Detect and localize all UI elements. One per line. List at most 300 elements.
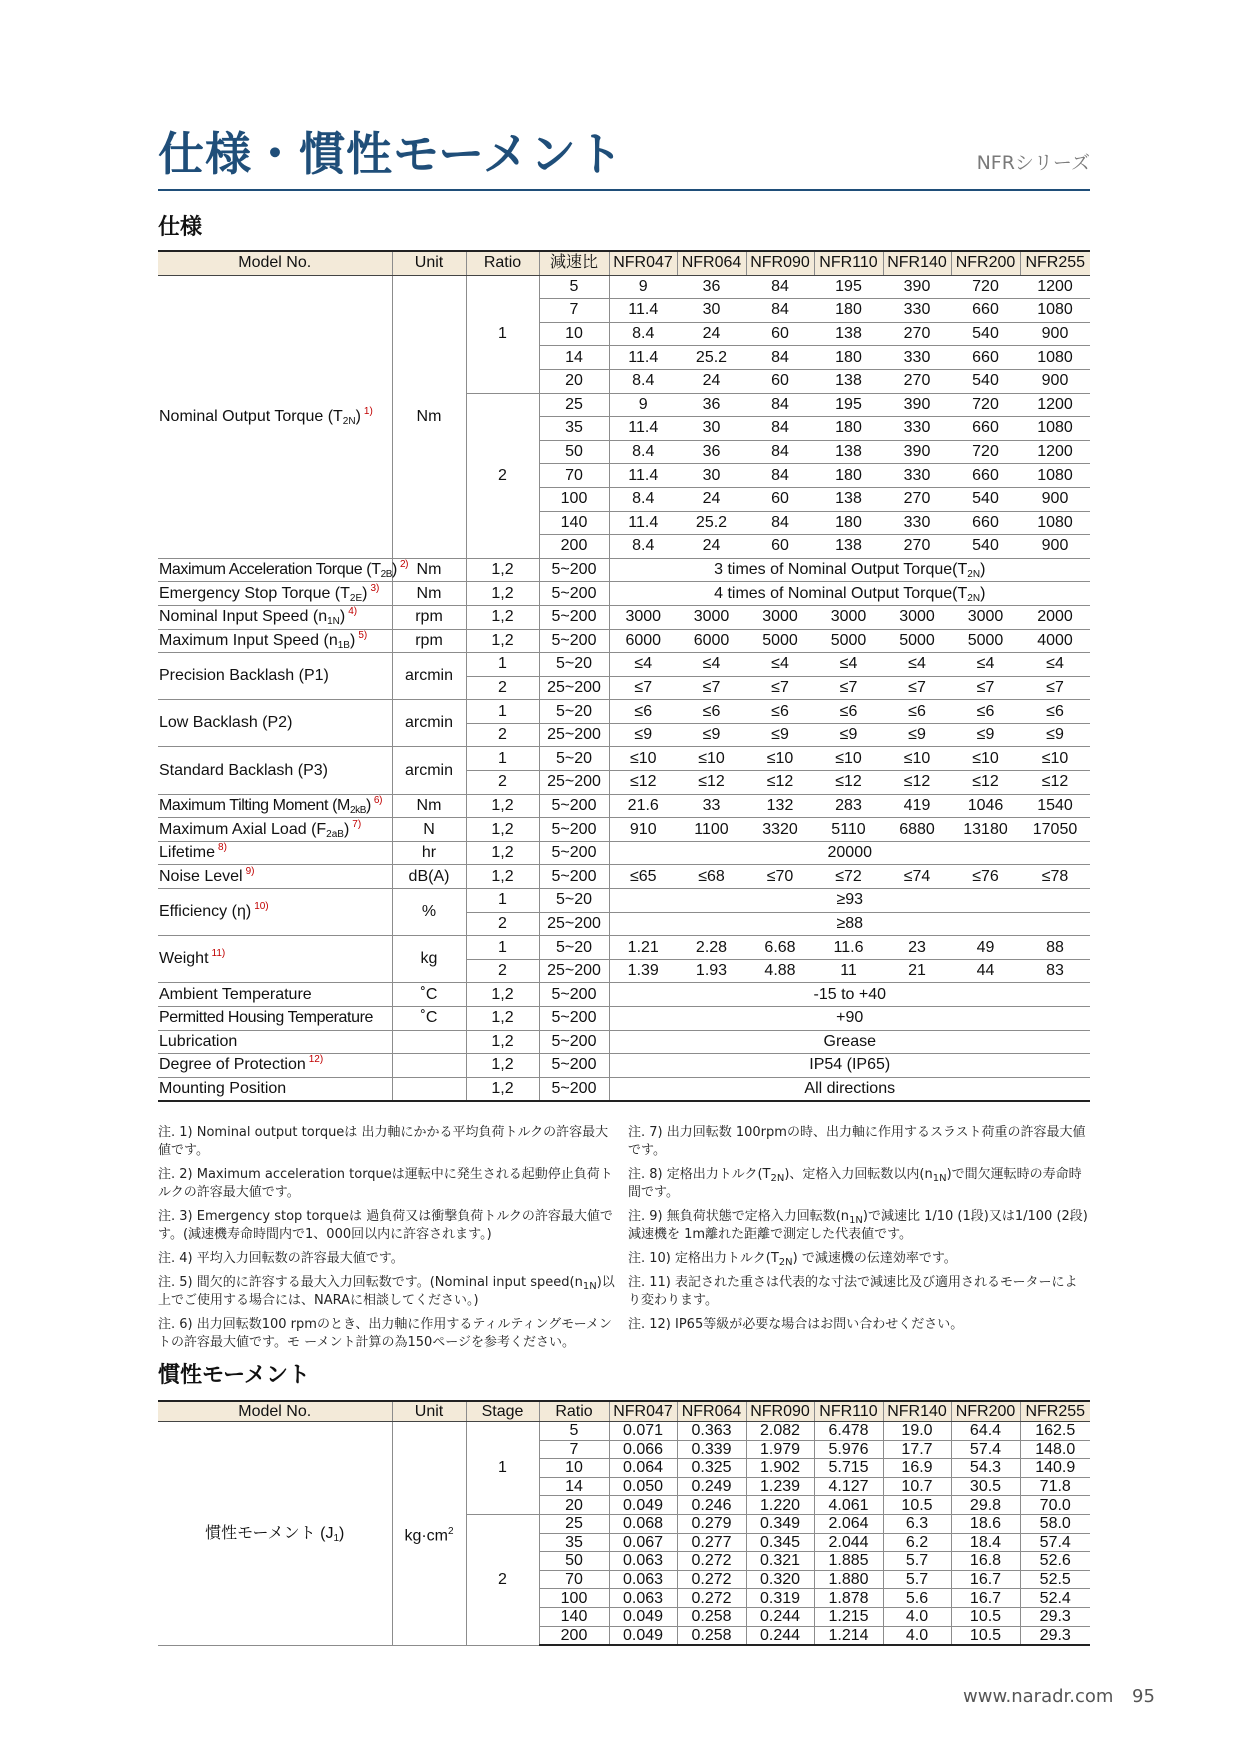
value-cell: 1.878 xyxy=(814,1589,883,1608)
value-cell: ≤10 xyxy=(609,747,677,771)
value-cell: 11 xyxy=(814,959,883,983)
column-header: NFR255 xyxy=(1020,251,1090,275)
stage-cell: 2 xyxy=(466,959,539,983)
value-cell: 11.4 xyxy=(609,511,677,535)
value-cell: ≤7 xyxy=(951,676,1020,700)
value-cell: 910 xyxy=(609,818,677,842)
value-cell: ≤4 xyxy=(609,653,677,677)
subscript: 2N xyxy=(967,592,981,604)
span-value: -15 to +40 xyxy=(609,983,1090,1007)
value-cell: 270 xyxy=(883,322,951,346)
value-cell: ≤12 xyxy=(951,771,1020,795)
table-row xyxy=(158,653,1090,677)
note-ref: 1) xyxy=(363,405,373,417)
unit-cell: Nm xyxy=(392,794,466,818)
note-item: 注. 6) 出力回転数100 rpmのとき、出力軸に作用するティルティングモーメントの許容最大値です。モ ーメント計算の為150ページを参考ください。 xyxy=(158,1317,612,1350)
value-cell: 8.4 xyxy=(609,440,677,464)
value-cell: ≤12 xyxy=(677,771,746,795)
stage-cell: 1,2 xyxy=(466,629,539,653)
unit-cell: hr xyxy=(392,841,466,865)
ratio-cell: 14 xyxy=(539,1477,609,1496)
value-cell: 5.976 xyxy=(814,1440,883,1459)
value-cell: 0.246 xyxy=(677,1496,746,1515)
value-cell: 60 xyxy=(746,487,814,511)
value-cell: 17050 xyxy=(1020,818,1090,842)
column-header: NFR064 xyxy=(677,1401,746,1422)
row-label: Maximum Input Speed $(n_{1B})$ $^{5)}$ xyxy=(158,629,392,653)
value-cell: 180 xyxy=(814,511,883,535)
value-cell: 138 xyxy=(814,369,883,393)
value-cell: 84 xyxy=(746,464,814,488)
value-cell: 11.4 xyxy=(609,299,677,323)
table-row xyxy=(158,700,1090,724)
subscript: 1N xyxy=(327,616,340,628)
table-row xyxy=(158,1422,1090,1441)
note-item: 注. 7) 出力回転数 100rpmの時、出力軸に作用するスラスト荷重の許容最大値です。 xyxy=(628,1125,1086,1158)
unit-cell: dB(A) xyxy=(392,865,466,889)
value-cell: 720 xyxy=(951,440,1020,464)
value-cell: 6000 xyxy=(609,629,677,653)
value-cell: 140.9 xyxy=(1020,1459,1090,1478)
column-header: Model No. xyxy=(158,251,392,275)
value-cell: 84 xyxy=(746,275,814,299)
value-cell: 138 xyxy=(814,322,883,346)
value-cell: 0.325 xyxy=(677,1459,746,1478)
note-item: 注. 10) 定格出力トルク$(T_{2N})$ で減速機の伝達効率です。 xyxy=(628,1251,957,1268)
inertia-table xyxy=(158,1400,1090,1646)
row-label: Maximum Acceleration Torque $(T_{2B})$ $^{2)}$ xyxy=(159,559,409,581)
value-cell: ≤6 xyxy=(883,700,951,724)
value-cell: 84 xyxy=(746,417,814,441)
notes-right xyxy=(628,1124,1090,1340)
stage-cell: 2 xyxy=(466,393,539,558)
value-cell: 57.4 xyxy=(1020,1533,1090,1552)
table-row xyxy=(158,936,1090,960)
ratio-cell: 5~200 xyxy=(539,794,609,818)
note-item: 注. 5) 間欠的に許容する最大入力回転数です。(Nominal input $speed(n_{1N})$以上でご使用する場合には、NARAに相談してください。) xyxy=(158,1275,615,1308)
stage-cell: 1 xyxy=(466,747,539,771)
footer-url[interactable]: www.naradr.com xyxy=(963,1686,1114,1707)
value-cell: 180 xyxy=(814,346,883,370)
ratio-cell: 5~200 xyxy=(539,865,609,889)
column-header: NFR110 xyxy=(814,251,883,275)
stage-cell: 1,2 xyxy=(466,983,539,1007)
value-cell: ≤6 xyxy=(609,700,677,724)
value-cell: ≤9 xyxy=(1020,723,1090,747)
value-cell: 4.127 xyxy=(814,1477,883,1496)
value-cell: 660 xyxy=(951,511,1020,535)
value-cell: ≤10 xyxy=(814,747,883,771)
table-row xyxy=(158,605,1090,629)
stage-cell: 1,2 xyxy=(466,1077,539,1101)
value-cell: ≤12 xyxy=(609,771,677,795)
spec-table xyxy=(158,250,1090,1102)
ratio-cell: 20 xyxy=(539,1496,609,1515)
stage-cell: 1 xyxy=(466,275,539,393)
value-cell: 21 xyxy=(883,959,951,983)
stage-cell: 1 xyxy=(466,936,539,960)
ratio-cell: 10 xyxy=(539,322,609,346)
value-cell: 195 xyxy=(814,275,883,299)
value-cell: 1.902 xyxy=(746,1459,814,1478)
ratio-cell: 5~200 xyxy=(539,1054,609,1078)
ratio-cell: 50 xyxy=(539,1552,609,1571)
value-cell: 0.363 xyxy=(677,1422,746,1441)
note-item: 注. 4) 平均入力回転数の許容最大値です。 xyxy=(158,1251,404,1266)
value-cell: 84 xyxy=(746,299,814,323)
value-cell: ≤6 xyxy=(677,700,746,724)
column-header: NFR064 xyxy=(677,251,746,275)
row-label: Emergency Stop Torque $(T_{2E})$ $^{3)}$ xyxy=(158,582,392,606)
ratio-cell: 140 xyxy=(539,511,609,535)
value-cell: 1.21 xyxy=(609,936,677,960)
value-cell: 0.244 xyxy=(746,1626,814,1645)
stage-cell: 1,2 xyxy=(466,794,539,818)
value-cell: 2000 xyxy=(1020,605,1090,629)
subscript: 2N xyxy=(770,1173,785,1184)
value-cell: ≤7 xyxy=(677,676,746,700)
value-cell: 84 xyxy=(746,346,814,370)
value-cell: 8.4 xyxy=(609,535,677,559)
stage-cell: 2 xyxy=(466,771,539,795)
value-cell: 1.39 xyxy=(609,959,677,983)
value-cell: 60 xyxy=(746,535,814,559)
subscript: 2N xyxy=(967,569,981,581)
row-label: Maximum Axial Load $(F_{2aB})$ $^{7)}$ xyxy=(158,818,392,842)
value-cell: ≤4 xyxy=(1020,653,1090,677)
value-cell: 5.6 xyxy=(883,1589,951,1608)
value-cell: 24 xyxy=(677,535,746,559)
table-row xyxy=(158,1007,1090,1031)
value-cell: 0.063 xyxy=(609,1589,677,1608)
inertia-heading: 慣性モーメント xyxy=(158,1363,311,1388)
value-cell: 25.2 xyxy=(677,511,746,535)
value-cell: 49 xyxy=(951,936,1020,960)
value-cell: ≤4 xyxy=(814,653,883,677)
ratio-cell: 200 xyxy=(539,535,609,559)
value-cell: 0.349 xyxy=(746,1514,814,1533)
table-row xyxy=(158,1077,1090,1101)
ratio-cell: 5 xyxy=(539,275,609,299)
value-cell: 71.8 xyxy=(1020,1477,1090,1496)
ratio-cell: 7 xyxy=(539,1440,609,1459)
ratio-cell: 5~200 xyxy=(539,558,609,582)
value-cell: 3000 xyxy=(677,605,746,629)
notes-left xyxy=(158,1124,618,1358)
value-cell: 9 xyxy=(609,275,677,299)
ratio-cell: 10 xyxy=(539,1459,609,1478)
row-label: Weight $^{11)}$ xyxy=(158,936,392,983)
table-row xyxy=(158,865,1090,889)
value-cell: 0.272 xyxy=(677,1570,746,1589)
value-cell: 1.979 xyxy=(746,1440,814,1459)
ratio-cell: 25~200 xyxy=(539,959,609,983)
ratio-cell: 5~200 xyxy=(539,605,609,629)
row-label: Standard Backlash (P3) xyxy=(158,747,392,794)
value-cell: 540 xyxy=(951,369,1020,393)
value-cell: 0.049 xyxy=(609,1626,677,1645)
ratio-cell: 5~200 xyxy=(539,983,609,1007)
note-ref: 3) xyxy=(370,582,380,594)
value-cell: 1.220 xyxy=(746,1496,814,1515)
value-cell: 8.4 xyxy=(609,369,677,393)
value-cell: ≤9 xyxy=(951,723,1020,747)
value-cell: 16.8 xyxy=(951,1552,1020,1571)
ratio-cell: 5~200 xyxy=(539,629,609,653)
value-cell: 5000 xyxy=(814,629,883,653)
value-cell: 29.3 xyxy=(1020,1607,1090,1626)
value-cell: 3000 xyxy=(883,605,951,629)
column-header: Unit xyxy=(392,251,466,275)
value-cell: ≤9 xyxy=(677,723,746,747)
value-cell: 0.064 xyxy=(609,1459,677,1478)
row-label: Degree of Protection $^{12)}$ xyxy=(158,1054,392,1078)
value-cell: 419 xyxy=(883,794,951,818)
value-cell: 0.063 xyxy=(609,1552,677,1571)
value-cell: 4.0 xyxy=(883,1607,951,1626)
value-cell: 1.215 xyxy=(814,1607,883,1626)
table-row xyxy=(158,983,1090,1007)
table-row xyxy=(158,889,1090,913)
value-cell: 60 xyxy=(746,369,814,393)
value-cell: 24 xyxy=(677,369,746,393)
value-cell: 0.071 xyxy=(609,1422,677,1441)
value-cell: 180 xyxy=(814,464,883,488)
note-item: 注. 2) Maximum acceleration torqueは運転中に発生される起動停止負荷トルクの許容最大値です。 xyxy=(158,1167,613,1200)
subscript: 2N xyxy=(778,1257,793,1268)
value-cell: ≤9 xyxy=(814,723,883,747)
row-label: Noise Level $^{9)}$ xyxy=(158,865,392,889)
subscript: 1N xyxy=(932,1173,947,1184)
value-cell: ≤76 xyxy=(951,865,1020,889)
value-cell: 2.044 xyxy=(814,1533,883,1552)
value-cell: ≤4 xyxy=(951,653,1020,677)
value-cell: 1080 xyxy=(1020,346,1090,370)
value-cell: 16.9 xyxy=(883,1459,951,1478)
value-cell: ≤10 xyxy=(677,747,746,771)
value-cell: 16.7 xyxy=(951,1570,1020,1589)
stage-cell: 2 xyxy=(466,1514,539,1645)
span-value: 20000 xyxy=(609,841,1090,865)
value-cell: 330 xyxy=(883,511,951,535)
ratio-cell: 5~200 xyxy=(539,1030,609,1054)
column-header: NFR110 xyxy=(814,1401,883,1422)
value-cell: ≤9 xyxy=(746,723,814,747)
column-header: Ratio xyxy=(539,1401,609,1422)
value-cell: ≤78 xyxy=(1020,865,1090,889)
unit-cell: ˚C xyxy=(392,1007,466,1031)
unit-cell: N xyxy=(392,818,466,842)
value-cell: 5000 xyxy=(951,629,1020,653)
row-label: Efficiency (η) $^{10)}$ xyxy=(158,889,392,936)
stage-cell: 1,2 xyxy=(466,865,539,889)
span-value: Grease xyxy=(609,1030,1090,1054)
unit-cell: Nm xyxy=(392,558,466,582)
value-cell: 1.880 xyxy=(814,1570,883,1589)
value-cell: 195 xyxy=(814,393,883,417)
note-item: 注. 9) 無負荷状態で定格入力回転数$(n_{1N})$で減速比 1/10 (1段)又は1/100 (2段) 減速機を 1m離れた距離で測定した代表値です。 xyxy=(628,1209,1088,1242)
unit-cell: $kg\cdot cm^2$ xyxy=(392,1422,466,1646)
value-cell: 5000 xyxy=(883,629,951,653)
value-cell: 18.4 xyxy=(951,1533,1020,1552)
value-cell: 148.0 xyxy=(1020,1440,1090,1459)
span-value: 4 times of Nominal Output $Torque(T_{2N})$ xyxy=(609,582,1090,606)
ratio-cell: 25 xyxy=(539,393,609,417)
spec-heading: 仕様 xyxy=(158,215,203,240)
table-row xyxy=(158,1054,1090,1078)
value-cell: 29.3 xyxy=(1020,1626,1090,1645)
table-row xyxy=(158,747,1090,771)
value-cell: 660 xyxy=(951,464,1020,488)
row-label: 慣性モーメント $(J_1)$ xyxy=(158,1422,392,1646)
note-ref: 10) xyxy=(254,901,269,913)
value-cell: 10.7 xyxy=(883,1477,951,1496)
value-cell: ≤4 xyxy=(677,653,746,677)
value-cell: 2.064 xyxy=(814,1514,883,1533)
value-cell: ≤12 xyxy=(746,771,814,795)
note-item: 注. 11) 表記された重さは代表的な寸法で減速比及び適用されるモーターにより変わります。 xyxy=(628,1275,1078,1308)
value-cell: 270 xyxy=(883,535,951,559)
value-cell: 84 xyxy=(746,440,814,464)
value-cell: 8.4 xyxy=(609,322,677,346)
table-row xyxy=(158,841,1090,865)
stage-cell: 1,2 xyxy=(466,1007,539,1031)
stage-cell: 1,2 xyxy=(466,605,539,629)
ratio-cell: 5~200 xyxy=(539,1007,609,1031)
value-cell: 33 xyxy=(677,794,746,818)
column-header: Unit xyxy=(392,1401,466,1422)
value-cell: 6.3 xyxy=(883,1514,951,1533)
value-cell: ≤10 xyxy=(746,747,814,771)
value-cell: 1200 xyxy=(1020,393,1090,417)
value-cell: 0.258 xyxy=(677,1607,746,1626)
note-ref: 7) xyxy=(352,818,362,830)
value-cell: 84 xyxy=(746,511,814,535)
value-cell: 0.050 xyxy=(609,1477,677,1496)
value-cell: 162.5 xyxy=(1020,1422,1090,1441)
value-cell: ≤12 xyxy=(1020,771,1090,795)
value-cell: 0.066 xyxy=(609,1440,677,1459)
value-cell: 0.339 xyxy=(677,1440,746,1459)
column-header: Model No. xyxy=(158,1401,392,1422)
value-cell: 0.272 xyxy=(677,1552,746,1571)
ratio-cell: 35 xyxy=(539,417,609,441)
column-header: NFR090 xyxy=(746,251,814,275)
unit-cell: ˚C xyxy=(392,983,466,1007)
value-cell: 0.319 xyxy=(746,1589,814,1608)
value-cell: 64.4 xyxy=(951,1422,1020,1441)
value-cell: ≤68 xyxy=(677,865,746,889)
table-row xyxy=(158,818,1090,842)
value-cell: 1080 xyxy=(1020,464,1090,488)
table-row xyxy=(158,275,1090,299)
note-item: 注. 1) Nominal output torqueは 出力軸にかかる平均負荷トルクの許容最大値です。 xyxy=(158,1125,609,1158)
value-cell: 2.082 xyxy=(746,1422,814,1441)
value-cell: ≤6 xyxy=(746,700,814,724)
ratio-cell: 5~200 xyxy=(539,841,609,865)
row-label: Nominal Output Torque $(T_{2N})$ $^{1)}$ xyxy=(158,275,392,558)
stage-cell: 1 xyxy=(466,889,539,913)
value-cell: 6880 xyxy=(883,818,951,842)
subscript: 1N xyxy=(849,1215,863,1226)
unit-cell: % xyxy=(392,889,466,936)
subscript: 2E xyxy=(349,592,363,604)
value-cell: 1540 xyxy=(1020,794,1090,818)
column-header: NFR140 xyxy=(883,1401,951,1422)
subscript: 2aB xyxy=(326,828,344,840)
column-header: NFR090 xyxy=(746,1401,814,1422)
value-cell: 3320 xyxy=(746,818,814,842)
column-header: NFR047 xyxy=(609,251,677,275)
superscript: 2 xyxy=(448,1525,454,1537)
ratio-cell: 25~200 xyxy=(539,912,609,936)
column-header: NFR200 xyxy=(951,251,1020,275)
value-cell: 0.272 xyxy=(677,1589,746,1608)
value-cell: 30 xyxy=(677,299,746,323)
unit-cell xyxy=(392,1054,466,1078)
ratio-cell: 35 xyxy=(539,1533,609,1552)
value-cell: 17.7 xyxy=(883,1440,951,1459)
value-cell: 0.067 xyxy=(609,1533,677,1552)
value-cell: 9 xyxy=(609,393,677,417)
value-cell: 6.478 xyxy=(814,1422,883,1441)
table-row xyxy=(158,794,1090,818)
value-cell: 900 xyxy=(1020,535,1090,559)
value-cell: 57.4 xyxy=(951,1440,1020,1459)
ratio-cell: 5~200 xyxy=(539,1077,609,1101)
column-header: Ratio xyxy=(466,251,539,275)
value-cell: ≤74 xyxy=(883,865,951,889)
value-cell: 540 xyxy=(951,535,1020,559)
value-cell: 6.68 xyxy=(746,936,814,960)
column-header: NFR047 xyxy=(609,1401,677,1422)
value-cell: 83 xyxy=(1020,959,1090,983)
stage-cell: 1,2 xyxy=(466,841,539,865)
value-cell: 1200 xyxy=(1020,440,1090,464)
column-header: NFR255 xyxy=(1020,1401,1090,1422)
value-cell: 11.4 xyxy=(609,346,677,370)
note-ref: 9) xyxy=(245,865,255,877)
value-cell: 52.5 xyxy=(1020,1570,1090,1589)
stage-cell: 1 xyxy=(466,700,539,724)
value-cell: 1100 xyxy=(677,818,746,842)
value-cell: 1.885 xyxy=(814,1552,883,1571)
value-cell: 1080 xyxy=(1020,299,1090,323)
table-row xyxy=(158,1030,1090,1054)
value-cell: 1.214 xyxy=(814,1626,883,1645)
note-ref: 5) xyxy=(358,629,368,641)
value-cell: 330 xyxy=(883,299,951,323)
span-value: All directions xyxy=(609,1077,1090,1101)
value-cell: 0.063 xyxy=(609,1570,677,1589)
stage-cell: 1 xyxy=(466,653,539,677)
value-cell: ≤10 xyxy=(883,747,951,771)
unit-cell: arcmin xyxy=(392,747,466,794)
note-ref: 12) xyxy=(308,1054,324,1066)
unit-cell: Nm xyxy=(392,582,466,606)
value-cell: ≤9 xyxy=(883,723,951,747)
value-cell: 5110 xyxy=(814,818,883,842)
span-value: IP54 (IP65) xyxy=(609,1054,1090,1078)
unit-cell: Nm xyxy=(392,275,466,558)
ratio-cell: 14 xyxy=(539,346,609,370)
row-label: Maximum Tilting Moment $(M_{2kB})$ $^{6)}$ xyxy=(158,794,392,818)
value-cell: 660 xyxy=(951,417,1020,441)
ratio-cell: 5~200 xyxy=(539,582,609,606)
column-header: 減速比 xyxy=(539,251,609,275)
column-header: NFR200 xyxy=(951,1401,1020,1422)
value-cell: 24 xyxy=(677,322,746,346)
